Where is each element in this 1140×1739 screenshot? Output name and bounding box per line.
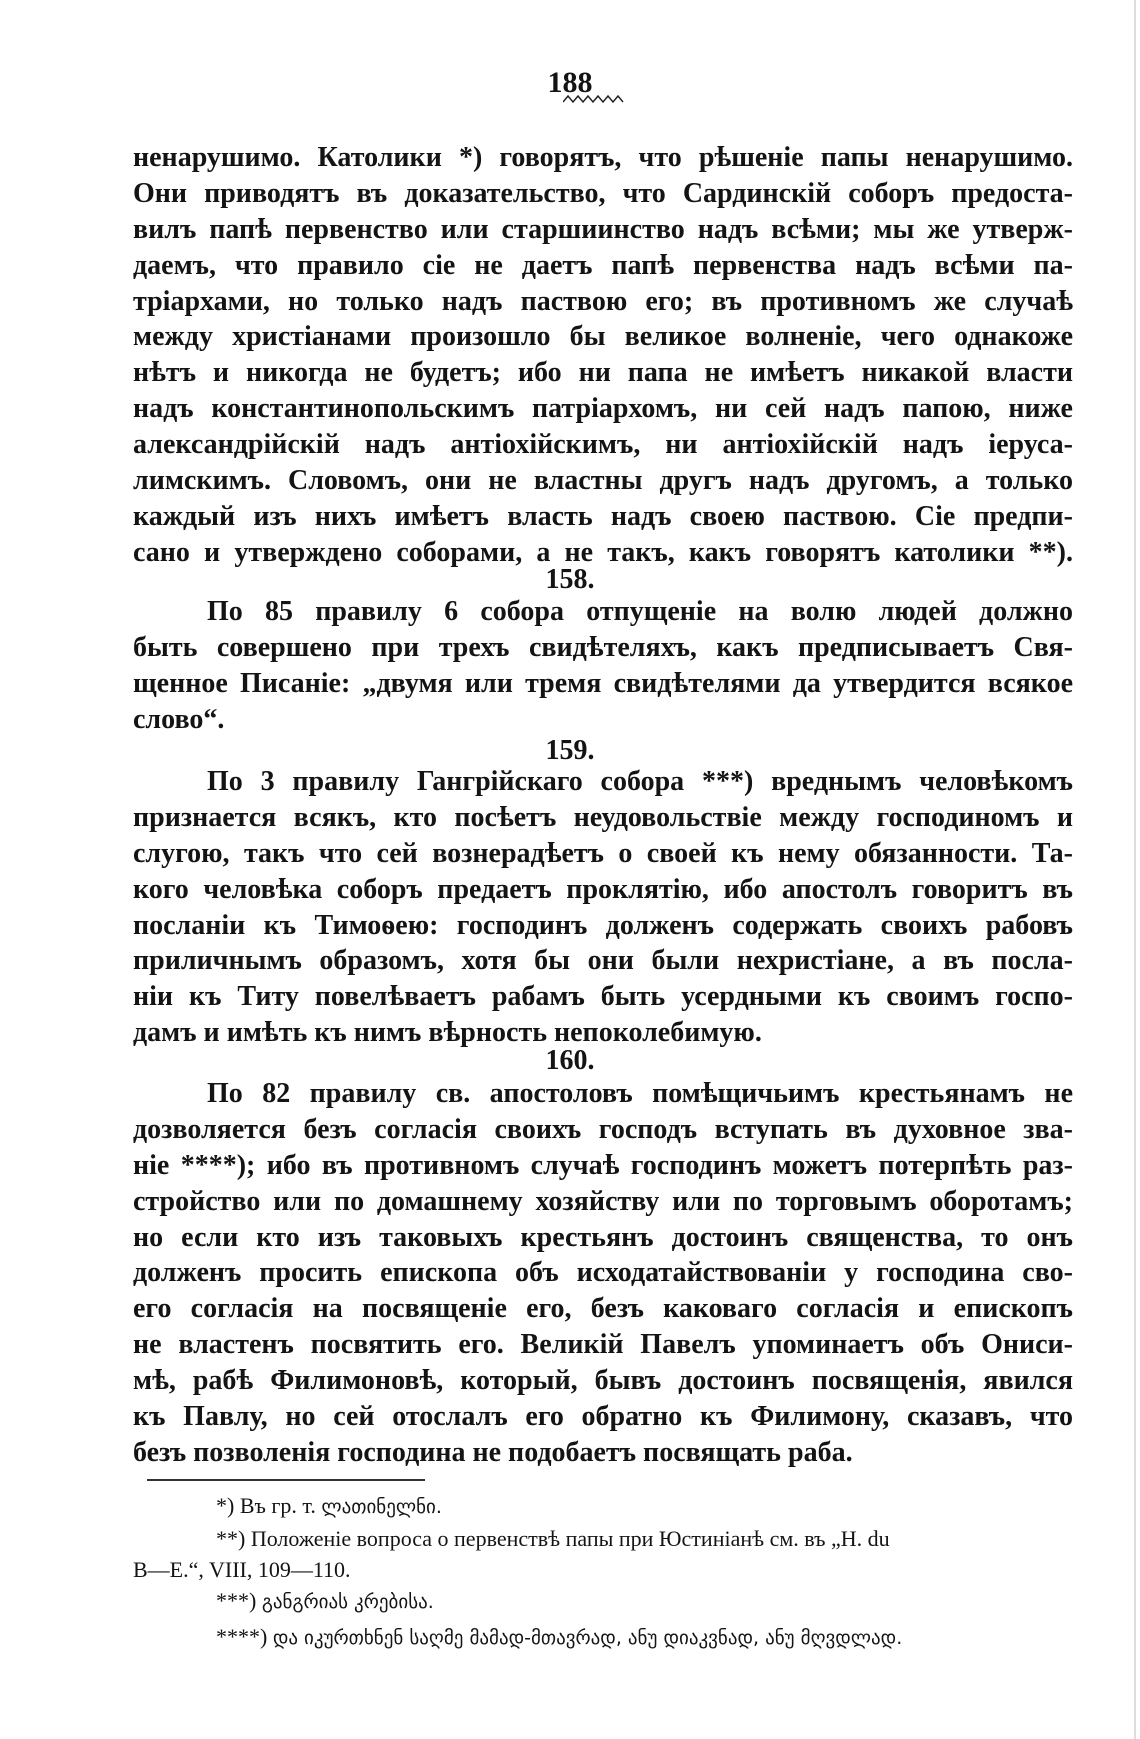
footnote-4-mark: ****) — [216, 1624, 268, 1649]
text-line: даемъ, что правило сіе не даетъ папѣ первенства надъ всѣми па- — [133, 249, 1073, 281]
footnote-4 — [133, 1621, 1073, 1654]
text-line: посланіи къ Тимоѳею: господинъ долженъ содержать своихъ рабовъ — [133, 909, 1073, 941]
text-line: По 82 правилу св. апостоловъ помѣщичьимъ крестьянамъ не — [207, 1078, 1073, 1109]
section-heading-160: 160. — [545, 1045, 595, 1076]
text-line: быть совершено при трехъ свидѣтеляхъ, какъ предписываетъ Свя- — [133, 631, 1073, 663]
text-line: между христіанами произошло бы великое волненіе, чего однакоже — [133, 321, 1073, 353]
text-line: По 85 правилу 6 собора отпущеніе на волю людей должно — [207, 596, 1073, 627]
page-number: 188 — [547, 66, 593, 99]
text-line: вилъ папѣ первенство или старшиинство надъ всѣми; мы же утверж- — [133, 213, 1073, 245]
footnote-3-mark: ***) — [216, 1588, 257, 1613]
footnote-1 — [133, 1490, 1073, 1523]
text-line: каждый изъ нихъ имѣетъ власть надъ своею паствою. Сіе предпи- — [133, 500, 1073, 532]
footnote-1-text: *) Въ гр. т. — [216, 1493, 316, 1518]
footnote-4-georgian: და იკურთხნენ საღმე მამად-მთავრად, ანუ დიაკვნად, ანუ მღვდლად. — [272, 1627, 903, 1649]
footnote-divider — [147, 1479, 425, 1481]
text-line: лимскимъ. Словомъ, они не властны другъ надъ другомъ, а только — [133, 465, 1073, 497]
text-line: мѣ, рабѣ Филимоновѣ, который, бывъ достоинъ посвященія, явился — [133, 1365, 1073, 1397]
text-line: кого человѣка соборъ предаетъ проклятію, ибо апостолъ говоритъ въ — [133, 873, 1073, 905]
text-line: дамъ и имѣть къ нимъ вѣрность непоколебимую. — [133, 1017, 762, 1049]
text-line: ніе ****); ибо въ противномъ случаѣ господинъ можетъ потерпѣть раз- — [133, 1149, 1073, 1181]
section-heading-158: 158. — [545, 564, 595, 595]
text-line: приличнымъ образомъ, хотя бы они были нехристіане, а въ посла- — [133, 945, 1073, 977]
paragraph-4 — [133, 1076, 1073, 1471]
text-line: слугою, такъ что сей вознерадѣетъ о своей къ нему обязанности. Та- — [133, 837, 1073, 869]
footnote-3-georgian: განგრიას კრებისა. — [261, 1591, 434, 1613]
paragraph-1 — [133, 140, 1073, 571]
text-line: щенное Писаніе: „двумя или тремя свидѣтелями да утвердится всякое — [133, 667, 1073, 699]
footnote-1-georgian: ლათინელნი. — [321, 1496, 442, 1518]
text-line: нѣтъ и никогда не будетъ; ибо ни папа не имѣетъ никакой власти — [133, 357, 1073, 389]
footnote-2-line-1: **) Положеніе вопроса о первенствѣ папы при Юстиніанѣ см. въ „H. du — [216, 1526, 890, 1551]
paragraph-2 — [133, 594, 1073, 738]
text-line: стройство или по домашнему хозяйству или по торговымъ оборотамъ; — [133, 1185, 1073, 1217]
section-heading-159: 159. — [545, 735, 595, 766]
text-line: Они приводятъ въ доказательство, что Сардинскій соборъ предоста- — [133, 177, 1073, 209]
page-number-ornament — [563, 94, 627, 104]
text-line: его согласія на посвященіе его, безъ каковаго согласія и епископъ — [133, 1293, 1073, 1325]
footnote-2-line-2: B—E.“, VIII, 109—110. — [133, 1557, 351, 1582]
text-line: сано и утверждено соборами, а не такъ, какъ говорятъ католики **). — [133, 536, 1073, 568]
paragraph-3 — [133, 764, 1073, 1051]
text-line: но если кто изъ таковыхъ крестьянъ достоинъ священства, то онъ — [133, 1221, 1073, 1253]
footnote-3 — [133, 1585, 1073, 1618]
text-line: не властенъ посвятить его. Великій Павелъ упоминаетъ объ Ониси- — [133, 1329, 1073, 1361]
text-line: безъ позволенія господина не подобаетъ посвящать раба. — [133, 1436, 853, 1468]
text-line: слово“. — [133, 703, 225, 735]
text-line: надъ константинопольскимъ патріархомъ, ни сей надъ папою, ниже — [133, 393, 1073, 425]
text-line: къ Павлу, но сей отослалъ его обратно къ Филимону, сказавъ, что — [133, 1401, 1073, 1433]
text-line: признается всякъ, кто посѣетъ неудовольствіе между господиномъ и — [133, 801, 1073, 833]
text-line: ненарушимо. Католики *) говорятъ, что рѣшеніе папы ненарушимо. — [133, 142, 1073, 173]
text-line: долженъ просить епископа объ исходатайствованіи у господина сво- — [133, 1257, 1073, 1289]
text-line: ніи къ Титу повелѣваетъ рабамъ быть усердными къ своимъ госпо- — [133, 981, 1073, 1013]
text-line: тріархами, но только надъ паствою его; въ противномъ же случаѣ — [133, 285, 1073, 317]
scan-edge — [1134, 0, 1136, 1739]
text-line: По 3 правилу Гангрійскаго собора ***) вреднымъ человѣкомъ — [207, 766, 1073, 797]
text-line: александрійскій надъ антіохійскимъ, ни антіохійскій надъ іеруса- — [133, 429, 1073, 461]
footnotes — [133, 1490, 1073, 1654]
text-line: дозволяется безъ согласія своихъ господъ вступать въ духовное зва- — [133, 1113, 1073, 1145]
